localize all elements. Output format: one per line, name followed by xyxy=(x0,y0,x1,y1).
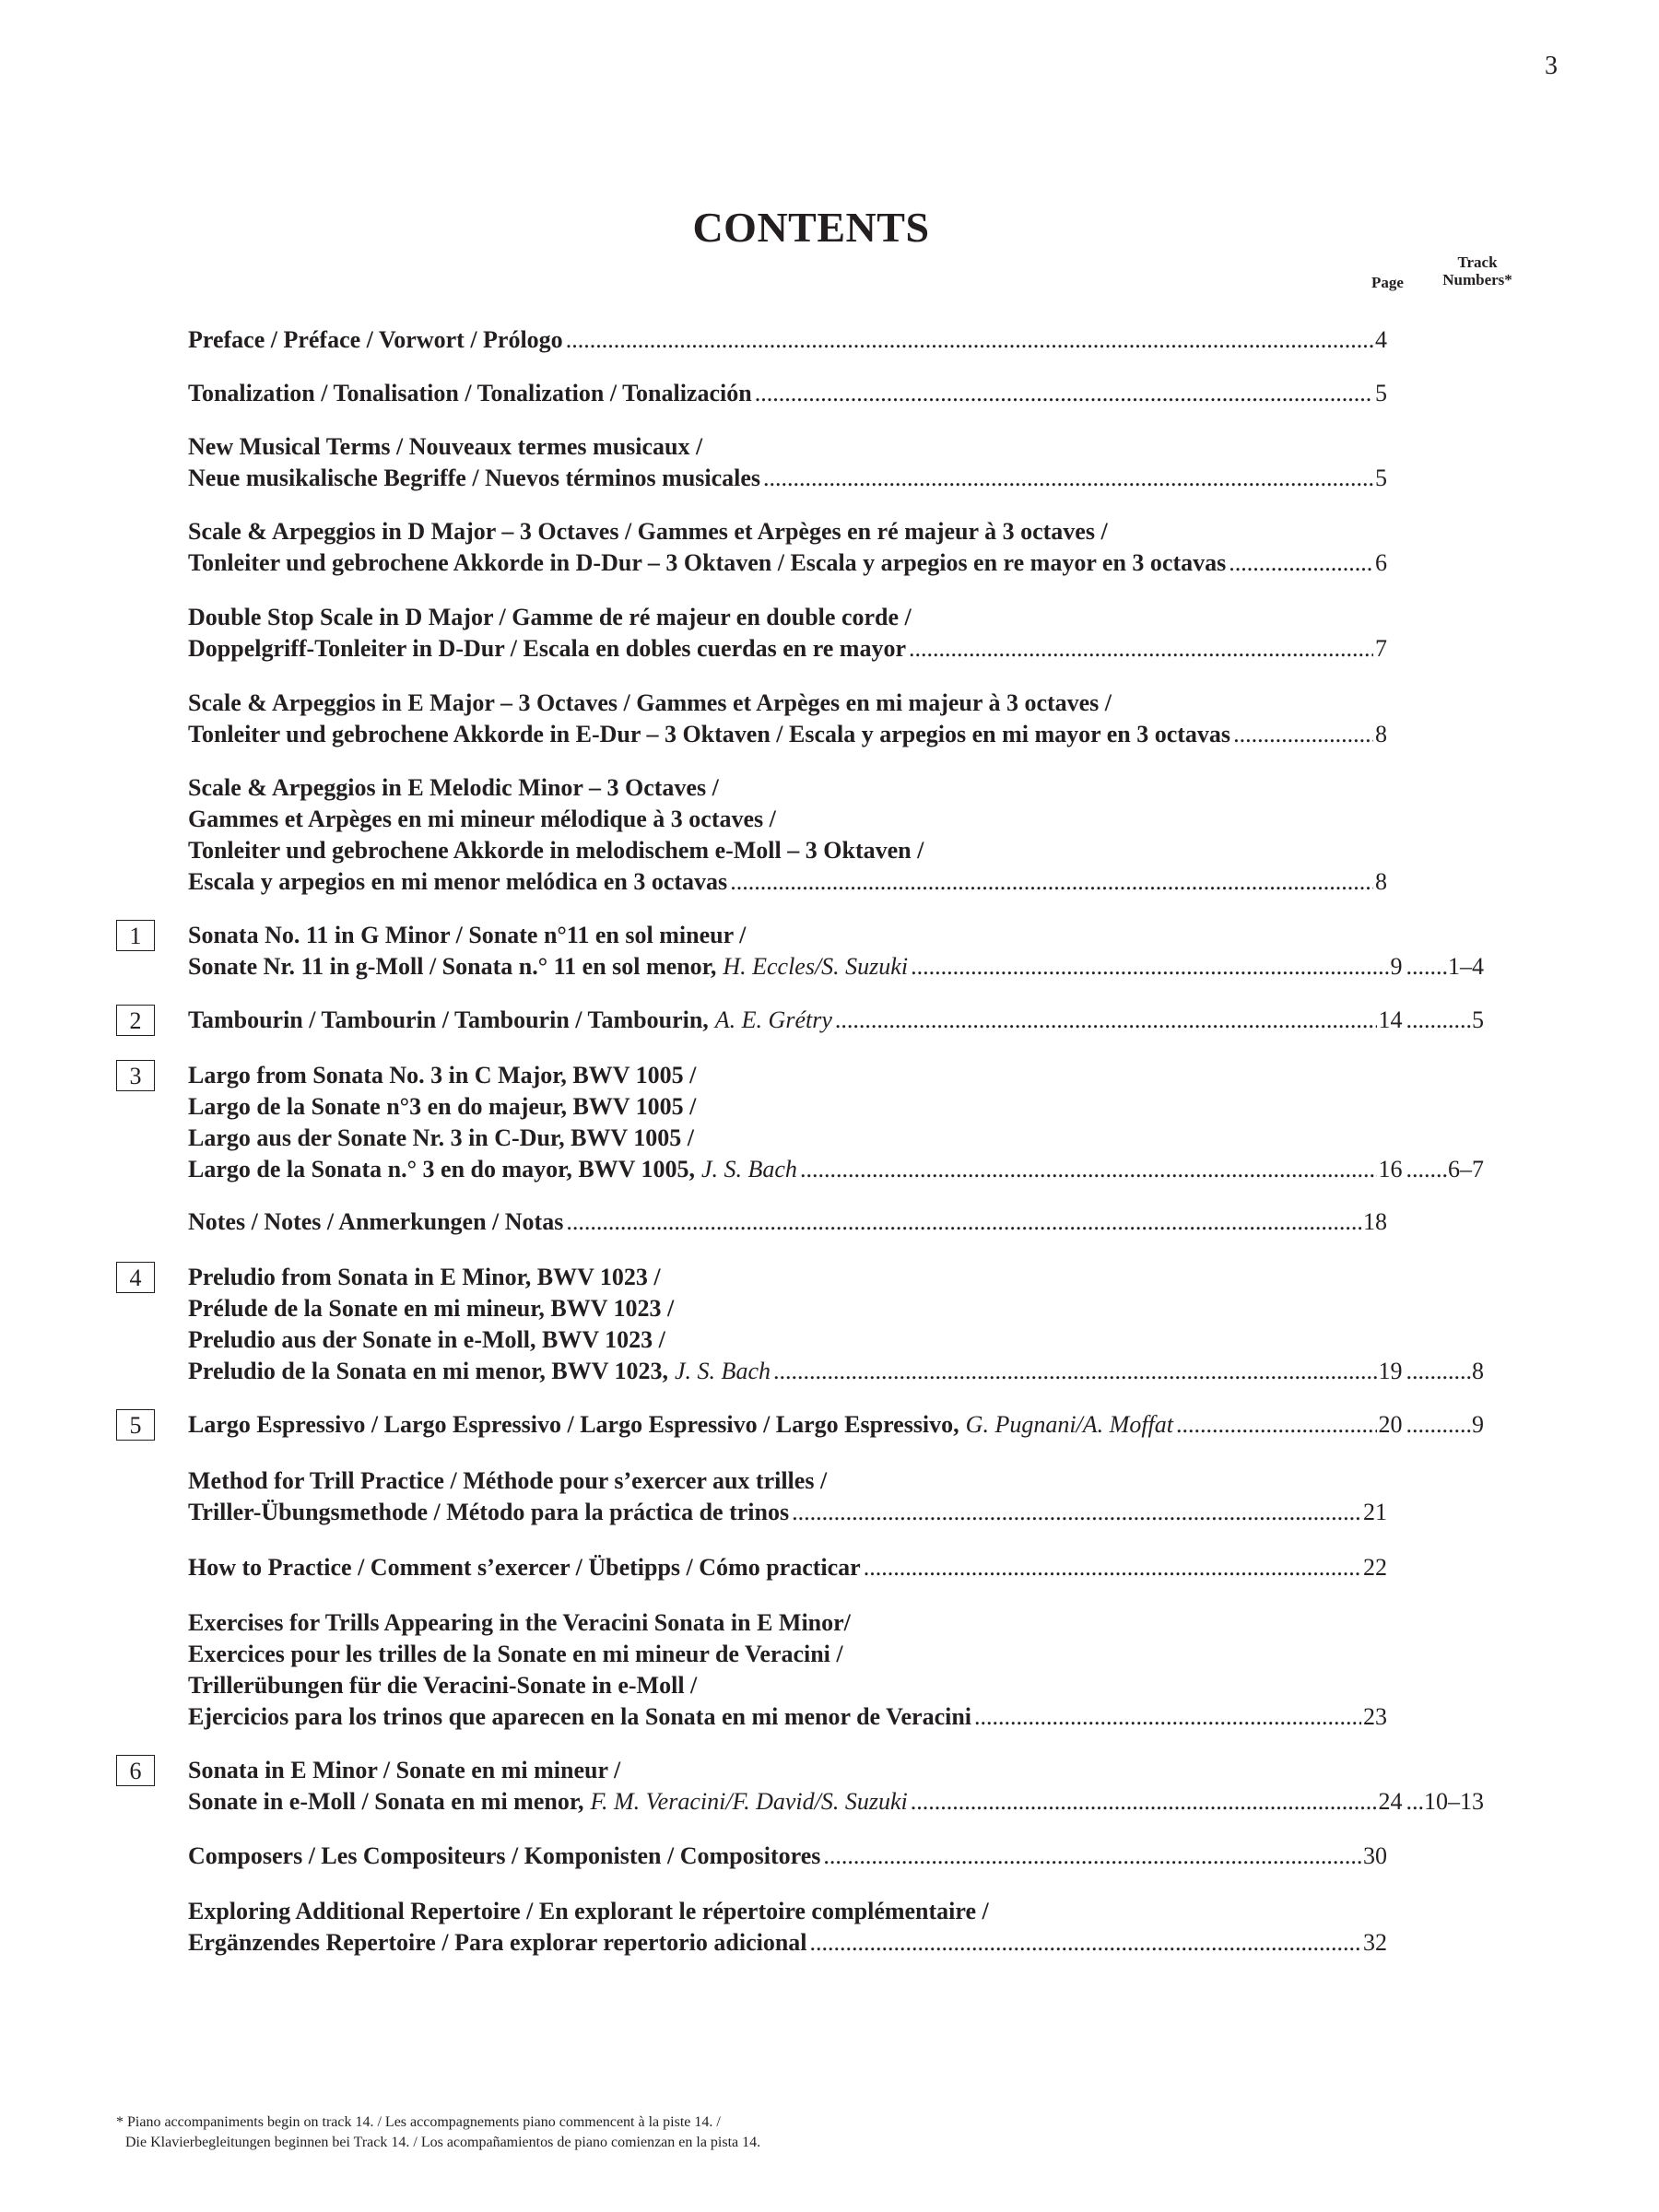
toc-entry-line: Tonleiter und gebrochene Akkorde in D-Dur – 3 Oktaven / Escala y arpegios en re mayor en 3 octavas xyxy=(188,549,1227,576)
piece-number-box: 6 xyxy=(116,1755,155,1786)
toc-entry-line: Escala y arpegios en mi menor melódica en 3 octavas xyxy=(188,868,728,895)
page-number-ref: 16 xyxy=(1378,1156,1403,1182)
composer-name: F. M. Veracini/F. David/S. Suzuki xyxy=(590,1788,908,1815)
page-number-ref: 30 xyxy=(1363,1842,1387,1869)
page-number-ref: 23 xyxy=(1363,1703,1387,1730)
toc-entry-line: Sonata No. 11 in G Minor / Sonate n°11 en sol mineur / xyxy=(188,922,747,948)
toc-entry-line: Exercices pour les trilles de la Sonate en mi mineur de Veracini / xyxy=(188,1641,843,1667)
toc-entry-line: Tambourin / Tambourin / Tambourin / Tambourin, xyxy=(188,1006,709,1033)
toc-entry[interactable] xyxy=(188,324,1387,356)
toc-entry[interactable] xyxy=(188,1552,1387,1583)
toc-entry-line: Largo Espressivo / Largo Espressivo / Largo Espressivo / Largo Espressivo, xyxy=(188,1411,959,1438)
page-number-ref: 4 xyxy=(1375,326,1387,353)
toc-entry[interactable] xyxy=(188,1409,1484,1441)
toc-entry-line: Prélude de la Sonate en mi mineur, BWV 1023 / xyxy=(188,1295,675,1322)
dot-leader xyxy=(773,1356,1377,1387)
piece-number-box: 2 xyxy=(116,1005,155,1036)
dot-leader xyxy=(1229,547,1373,579)
toc-entry[interactable] xyxy=(188,1465,1387,1528)
dot-leader xyxy=(800,1154,1377,1185)
dot-leader xyxy=(823,1841,1361,1872)
dot-leader xyxy=(730,866,1373,898)
toc-entry[interactable] xyxy=(188,688,1387,750)
toc-entry-line: Preface / Préface / Vorwort / Prólogo xyxy=(188,326,563,353)
toc-entry-line: Largo de la Sonata n.° 3 en do mayor, BWV 1005, xyxy=(188,1156,695,1182)
piece-number-box: 3 xyxy=(116,1060,155,1091)
toc-entry-line: Sonate in e-Moll / Sonata en mi menor, xyxy=(188,1788,584,1815)
footnote-line: Die Klavierbegleitungen beginnen bei Track 14. / Los acompañamientos de piano comienzan en la pista 14. xyxy=(125,2135,761,2150)
dot-leader xyxy=(810,1927,1361,1959)
composer-name: J. S. Bach xyxy=(675,1358,771,1384)
toc-entry-line: Sonata in E Minor / Sonate en mi mineur / xyxy=(188,1757,621,1783)
track-numbers: .......1–4 xyxy=(1406,953,1484,980)
contents-title: CONTENTS xyxy=(692,204,930,251)
toc-entry[interactable] xyxy=(188,1262,1484,1387)
toc-entry-line: Exploring Additional Repertoire / En explorant le répertoire complémentaire / xyxy=(188,1898,989,1924)
dot-leader xyxy=(566,1206,1361,1238)
dot-leader xyxy=(763,463,1373,494)
page-number-ref: 20 xyxy=(1378,1411,1403,1438)
column-header-track-numbers: Track Numbers* xyxy=(1442,253,1512,288)
toc-entry-line: Tonleiter und gebrochene Akkorde in E-Dur – 3 Oktaven / Escala y arpegios en mi mayor en 3 octavas xyxy=(188,721,1231,747)
page-number-ref: 5 xyxy=(1375,465,1387,491)
toc-entry-line: Scale & Arpeggios in D Major – 3 Octaves / Gammes et Arpèges en ré majeur à 3 octaves / xyxy=(188,518,1108,545)
piece-number-box: 4 xyxy=(116,1262,155,1293)
page-number-ref: 21 xyxy=(1363,1499,1387,1525)
dot-leader xyxy=(864,1552,1361,1583)
toc-entry[interactable] xyxy=(188,431,1387,494)
track-numbers: ...10–13 xyxy=(1406,1788,1484,1815)
piece-number-box: 1 xyxy=(116,920,155,951)
composer-name: A. E. Grétry xyxy=(714,1006,832,1033)
page-number-ref: 8 xyxy=(1375,868,1387,895)
toc-entry-line: Method for Trill Practice / Méthode pour s’exercer aux trilles / xyxy=(188,1467,828,1494)
toc-entry-line: Double Stop Scale in D Major / Gamme de ré majeur en double corde / xyxy=(188,604,912,630)
piece-number-box: 5 xyxy=(116,1409,155,1441)
toc-entry-line: Trillerübungen für die Veracini-Sonate in e-Moll / xyxy=(188,1672,698,1699)
toc-entry[interactable] xyxy=(188,1755,1484,1818)
dot-leader xyxy=(1176,1409,1377,1441)
dot-leader xyxy=(566,324,1373,356)
toc-entry[interactable] xyxy=(188,1005,1484,1036)
toc-entry-line: Scale & Arpeggios in E Melodic Minor – 3 Octaves / xyxy=(188,774,719,801)
toc-entry[interactable] xyxy=(188,602,1387,665)
track-numbers: ...........5 xyxy=(1406,1006,1484,1033)
page-number-ref: 32 xyxy=(1363,1929,1387,1956)
toc-entry[interactable] xyxy=(188,378,1387,409)
page-number-ref: 5 xyxy=(1375,380,1387,406)
toc-entry[interactable] xyxy=(188,516,1387,579)
page-number: 3 xyxy=(1545,52,1558,80)
toc-entry-line: How to Practice / Comment s’exercer / Übetipps / Cómo practicar xyxy=(188,1554,861,1581)
dot-leader xyxy=(909,633,1373,665)
composer-name: J. S. Bach xyxy=(700,1156,797,1182)
toc-entry[interactable] xyxy=(188,772,1387,898)
dot-leader xyxy=(911,1786,1377,1818)
column-header-page: Page xyxy=(1371,274,1404,291)
toc-entry[interactable] xyxy=(188,1607,1387,1733)
toc-entry-line: Neue musikalische Begriffe / Nuevos términos musicales xyxy=(188,465,761,491)
dot-leader xyxy=(755,378,1373,409)
toc-entry[interactable] xyxy=(188,1206,1387,1238)
toc-entry-line: Largo aus der Sonate Nr. 3 in C-Dur, BWV 1005 / xyxy=(188,1124,694,1151)
page-number-ref: 8 xyxy=(1375,721,1387,747)
track-numbers: ...........8 xyxy=(1406,1358,1484,1384)
composer-name: G. Pugnani/A. Moffat xyxy=(965,1411,1173,1438)
track-numbers: ...........9 xyxy=(1406,1411,1484,1438)
dot-leader xyxy=(835,1005,1377,1036)
toc-entry-line: Triller-Übungsmethode / Método para la práctica de trinos xyxy=(188,1499,790,1525)
toc-entry-line: Sonate Nr. 11 in g-Moll / Sonata n.° 11 en sol menor, xyxy=(188,953,717,980)
toc-entry-line: Scale & Arpeggios in E Major – 3 Octaves / Gammes et Arpèges en mi majeur à 3 octaves / xyxy=(188,689,1112,716)
page-number-ref: 7 xyxy=(1375,635,1387,662)
dot-leader xyxy=(1233,719,1373,750)
toc-entry-line: Doppelgriff-Tonleiter in D-Dur / Escala en dobles cuerdas en re mayor xyxy=(188,635,907,662)
page-number-ref: 22 xyxy=(1363,1554,1387,1581)
page-number-ref: 19 xyxy=(1378,1358,1403,1384)
toc-entry-line: Notes / Notes / Anmerkungen / Notas xyxy=(188,1208,564,1235)
toc-entry-line: Composers / Les Compositeurs / Komponisten / Compositores xyxy=(188,1842,821,1869)
toc-entry[interactable] xyxy=(188,1841,1387,1872)
dot-leader xyxy=(792,1497,1361,1528)
toc-entry-line: Largo de la Sonate n°3 en do majeur, BWV 1005 / xyxy=(188,1093,697,1120)
toc-entry[interactable] xyxy=(188,920,1484,982)
footnote xyxy=(116,2112,760,2153)
composer-name: H. Eccles/S. Suzuki xyxy=(723,953,909,980)
toc-entry-line: Preludio from Sonata in E Minor, BWV 1023 / xyxy=(188,1264,661,1290)
toc-entry-line: New Musical Terms / Nouveaux termes musicaux / xyxy=(188,433,703,460)
toc-entry-line: Preludio de la Sonata en mi menor, BWV 1023, xyxy=(188,1358,669,1384)
toc-entry-line: Exercises for Trills Appearing in the Veracini Sonata in E Minor/ xyxy=(188,1609,851,1636)
toc-entry[interactable] xyxy=(188,1896,1387,1959)
toc-entry-line: Ejercicios para los trinos que aparecen en la Sonata en mi menor de Veracini xyxy=(188,1703,972,1730)
toc-entry-line: Ergänzendes Repertoire / Para explorar repertorio adicional xyxy=(188,1929,807,1956)
toc-entry-line: Tonalization / Tonalisation / Tonalization / Tonalización xyxy=(188,380,752,406)
toc-entry-line: Tonleiter und gebrochene Akkorde in melodischem e-Moll – 3 Oktaven / xyxy=(188,837,924,864)
toc-entry-line: Gammes et Arpèges en mi mineur mélodique à 3 octaves / xyxy=(188,806,776,832)
dot-leader xyxy=(911,951,1388,982)
toc-entry-line: Preludio aus der Sonate in e-Moll, BWV 1023 / xyxy=(188,1326,665,1353)
track-numbers: .......6–7 xyxy=(1406,1156,1484,1182)
dot-leader xyxy=(974,1701,1361,1733)
page-number-ref: 14 xyxy=(1378,1006,1403,1033)
page-number-ref: 6 xyxy=(1375,549,1387,576)
toc-entry-line: Largo from Sonata No. 3 in C Major, BWV 1005 / xyxy=(188,1062,697,1088)
page-number-ref: 24 xyxy=(1378,1788,1403,1815)
footnote-line: * Piano accompaniments begin on track 14. / Les accompagnements piano commencent à la piste 14. / xyxy=(116,2114,721,2130)
toc-entry[interactable] xyxy=(188,1060,1484,1185)
page-number-ref: 9 xyxy=(1390,953,1403,980)
page-number-ref: 18 xyxy=(1363,1208,1387,1235)
